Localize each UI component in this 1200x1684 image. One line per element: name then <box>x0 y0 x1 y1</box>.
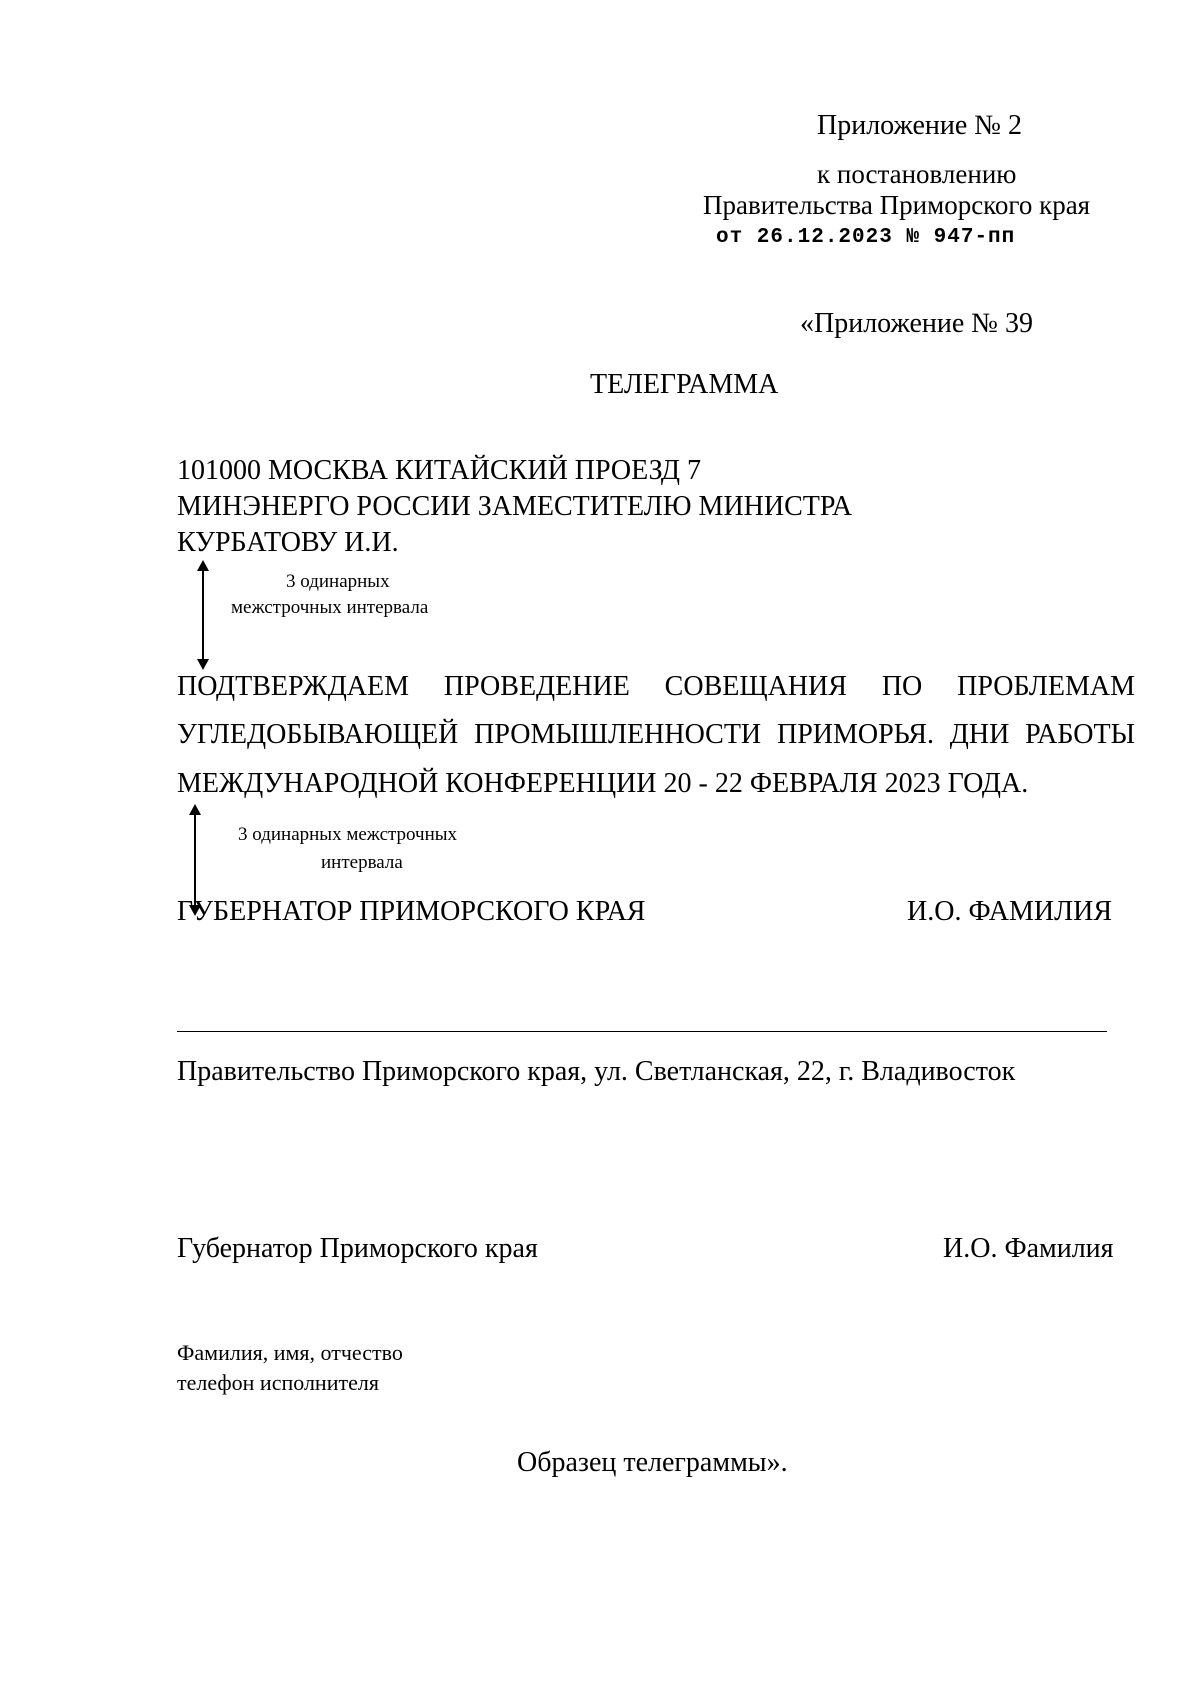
resolution-line-1: к постановлению <box>817 159 1017 189</box>
spacing-note-1-line-1: 3 одинарных <box>286 571 390 592</box>
address-line-1: 101000 МОСКВА КИТАЙСКИЙ ПРОЕЗД 7 <box>177 455 702 486</box>
sender-address: Правительство Приморского края, ул. Светланская, 22, г. Владивосток <box>177 1056 1016 1087</box>
body-line-2: УГЛЕДОБЫВАЮЩЕЙ ПРОМЫШЛЕННОСТИ ПРИМОРЬЯ. ДНИ РАБОТЫ <box>177 719 1135 750</box>
signature-position-lower: Губернатор Приморского края <box>177 1233 538 1264</box>
body-line-1: ПОДТВЕРЖДАЕМ ПРОВЕДЕНИЕ СОВЕЩАНИЯ ПО ПРОБЛЕМАМ <box>177 671 1135 702</box>
address-line-3: КУРБАТОВУ И.И. <box>177 527 399 558</box>
body-line-3: МЕЖДУНАРОДНОЙ КОНФЕРЕНЦИИ 20 - 22 ФЕВРАЛЯ 2023 ГОДА. <box>177 768 1029 799</box>
spacing-note-1-line-2: межстрочных интервала <box>231 597 429 618</box>
footer-caption: Образец телеграммы». <box>517 1447 788 1478</box>
document-title: ТЕЛЕГРАММА <box>590 369 779 400</box>
spacing-note-2-line-2: интервала <box>321 852 403 873</box>
executor-phone: телефон исполнителя <box>177 1370 379 1395</box>
resolution-line-2: Правительства Приморского края <box>703 190 1091 220</box>
sub-appendix-title: «Приложение № 39 <box>800 308 1033 339</box>
spacing-arrow-1 <box>193 560 213 670</box>
executor-name: Фамилия, имя, отчество <box>177 1340 403 1365</box>
signature-name-upper: И.О. ФАМИЛИЯ <box>907 896 1113 927</box>
resolution-date-number: от 26.12.2023 № 947-пп <box>716 226 1016 249</box>
appendix-title: Приложение № 2 <box>817 110 1022 141</box>
spacing-note-2-line-1: 3 одинарных межстрочных <box>238 824 458 845</box>
signature-name-lower: И.О. Фамилия <box>943 1233 1114 1264</box>
signature-position-upper: ГУБЕРНАТОР ПРИМОРСКОГО КРАЯ <box>177 896 646 927</box>
address-line-2: МИНЭНЕРГО РОССИИ ЗАМЕСТИТЕЛЮ МИНИСТРА <box>177 491 853 522</box>
separator-line <box>177 1031 1107 1032</box>
